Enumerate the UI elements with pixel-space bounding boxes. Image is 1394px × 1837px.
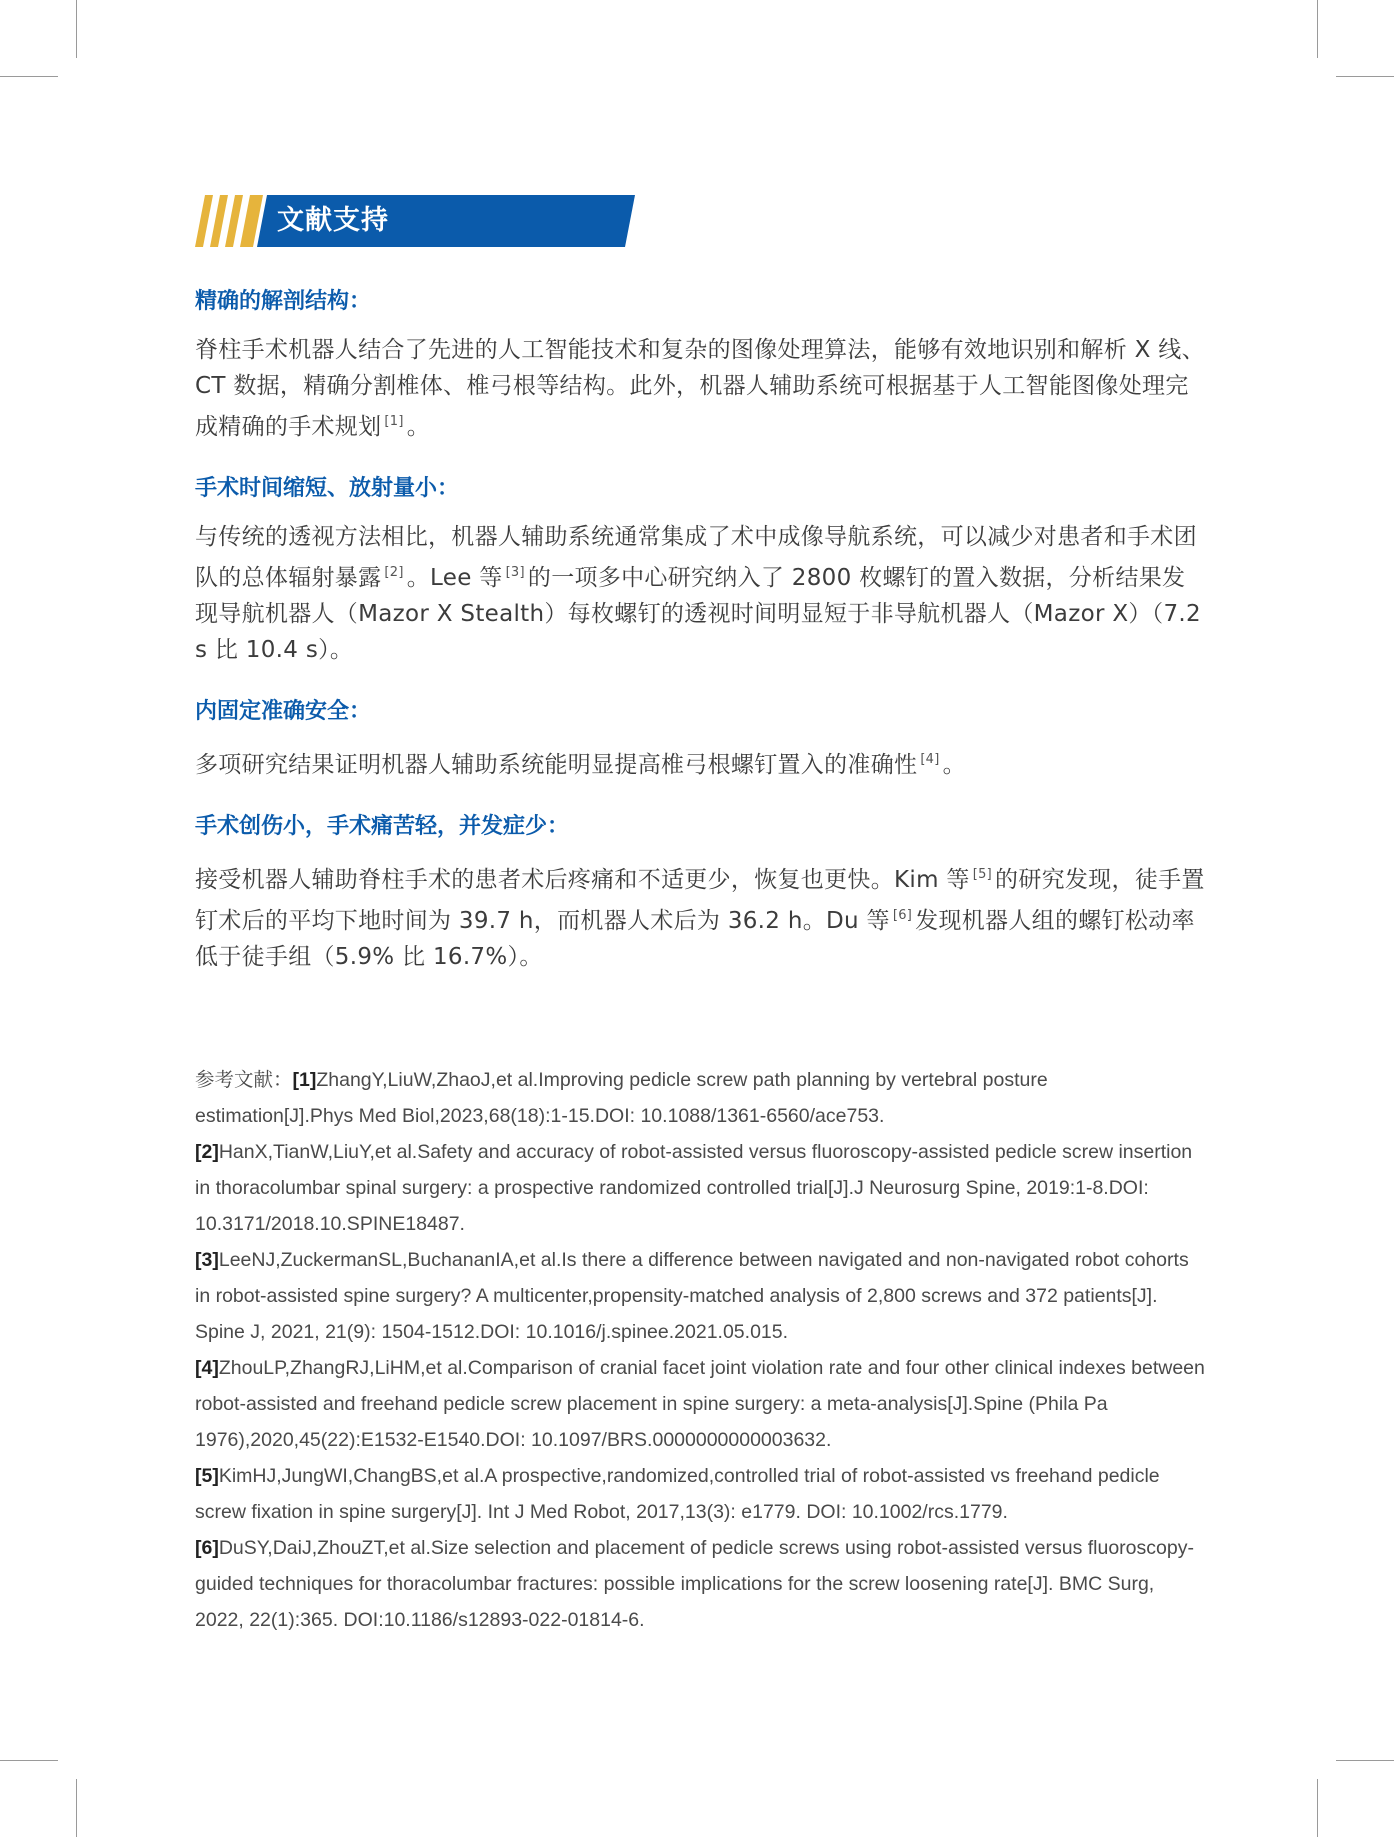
section <box>195 286 1205 445</box>
crop-mark-top-right <box>1317 0 1318 58</box>
body-text: 。Lee 等 <box>406 565 503 591</box>
body-text: 的研究发现，徒手置钉术后的平均下地时间为 39.7 h，而机器人术后为 36.2 h。Du 等 <box>195 867 1205 934</box>
page-title: 文献支持 <box>277 205 389 236</box>
citation-marker: [6] <box>892 908 913 923</box>
section-body <box>195 857 1205 975</box>
banner-stripes-graphic <box>195 195 635 247</box>
citation-marker: [2] <box>384 565 404 580</box>
reference-number: [2] <box>195 1141 219 1163</box>
body-text: 接受机器人辅助脊柱手术的患者术后疼痛和不适更少，恢复也更快。Kim 等 <box>195 867 970 893</box>
crop-mark-bottom-left <box>0 1760 58 1761</box>
reference-text: KimHJ,JungWI,ChangBS,et al.A prospective,randomized,controlled trial of robot-assisted vs freehand pedicle screw fixation in spine surgery[J]. Int J Med Robot, 2017,13(3): e1779. DOI: 10.1002/rcs.1779. <box>195 1465 1160 1523</box>
reference-text: HanX,TianW,LiuY,et al.Safety and accuracy of robot-assisted versus fluoroscopy-assisted pedicle screw insertion in thoracolumbar spinal surgery: a prospective randomized controlled trial[J].J Neurosurg Spine, 2019:1-8.DOI: 10.3171/2018.10.SPINE18487. <box>195 1141 1193 1235</box>
body-text: 。 <box>406 414 431 440</box>
reference-item <box>195 1242 1205 1350</box>
literature-sections <box>195 286 1205 1003</box>
reference-item <box>195 1062 1205 1134</box>
reference-text: ZhangY,LiuW,ZhaoJ,et al.Improving pedicle screw path planning by vertebral posture estimation[J].Phys Med Biol,2023,68(18):1-15.DOI: 10.1088/1361-6560/ace753. <box>195 1069 1048 1127</box>
citation-marker: [4] <box>920 752 940 767</box>
section <box>195 811 1205 975</box>
reference-number: [1] <box>292 1069 317 1091</box>
crop-mark-top-right <box>1336 76 1394 77</box>
citation-marker: [5] <box>972 867 993 882</box>
citation-marker: [1] <box>384 414 404 429</box>
section <box>195 696 1205 783</box>
reference-number: [5] <box>195 1465 219 1487</box>
reference-number: [3] <box>195 1249 219 1271</box>
reference-text: ZhouLP,ZhangRJ,LiHM,et al.Comparison of cranial facet joint violation rate and four other clinical indexes between robot-assisted and freehand pedicle screw placement in spine surgery: a meta-analysis[J].Spine (Phila Pa 1976),2020,45(22):E1532-E1540.DOI: 10.1097/BRS.0000000000003632. <box>195 1357 1205 1451</box>
section-body <box>195 742 1205 783</box>
body-text: 。 <box>942 752 966 778</box>
references-list <box>195 1062 1205 1638</box>
body-text: 的一项多中心研究纳入了 2800 枚螺钉的置入数据，分析结果发现导航机器人（Mazor X Stealth）每枚螺钉的透视时间明显短于非导航机器人（Mazor X）（7.2 s 比 10.4 s）。 <box>195 565 1201 663</box>
reference-item <box>195 1530 1205 1638</box>
section-heading: 精确的解剖结构： <box>195 289 372 314</box>
crop-mark-top-left <box>76 0 77 58</box>
section-title-banner <box>195 195 635 247</box>
body-text: 脊柱手术机器人结合了先进的人工智能技术和复杂的图像处理算法，能够有效地识别和解析 X 线、CT 数据，精确分割椎体、椎弓根等结构。此外，机器人辅助系统可根据基于人工智能图像处理完成精确的手术规划 <box>195 337 1205 440</box>
section-body <box>195 519 1205 668</box>
crop-mark-top-left <box>0 76 58 77</box>
reference-number: [4] <box>195 1357 219 1379</box>
section-heading: 手术时间缩短、放射量小： <box>195 476 460 501</box>
reference-item <box>195 1134 1205 1242</box>
crop-mark-bottom-left <box>76 1779 77 1837</box>
section-body <box>195 332 1205 445</box>
crop-mark-bottom-right <box>1317 1779 1318 1837</box>
body-text: 与传统的透视方法相比，机器人辅助系统通常集成了术中成像导航系统，可以减少对患者和手术团队的总体辐射暴露 <box>195 524 1197 591</box>
body-text: 发现机器人组的螺钉松动率低于徒手组（5.9% 比 16.7%）。 <box>195 908 1195 970</box>
reference-text: LeeNJ,ZuckermanSL,BuchananIA,et al.Is there a difference between navigated and non-navigated robot cohorts in robot-assisted spine surgery? A multicenter,propensity-matched analysis of 2,800 screws and 372 patients[J]. Spine J, 2021, 21(9): 1504-1512.DOI: 10.1016/j.spinee.2021.05.015. <box>195 1249 1189 1343</box>
reference-item <box>195 1350 1205 1458</box>
section <box>195 473 1205 668</box>
section-heading: 内固定准确安全： <box>195 699 372 724</box>
reference-number: [6] <box>195 1537 219 1559</box>
reference-item <box>195 1458 1205 1530</box>
crop-mark-bottom-right <box>1336 1760 1394 1761</box>
reference-text: DuSY,DaiJ,ZhouZT,et al.Size selection and placement of pedicle screws using robot-assisted versus fluoroscopy-guided techniques for thoracolumbar fractures: possible implications for the screw loosening rate[J]. BMC Surg, 2022, 22(1):365. DOI:10.1186/s12893-022-01814-6. <box>195 1537 1194 1631</box>
references-label: 参考文献： <box>195 1069 293 1091</box>
section-heading: 手术创伤小，手术痛苦轻，并发症少： <box>195 814 570 839</box>
body-text: 多项研究结果证明机器人辅助系统能明显提高椎弓根螺钉置入的准确性 <box>195 752 918 778</box>
citation-marker: [3] <box>505 565 525 580</box>
